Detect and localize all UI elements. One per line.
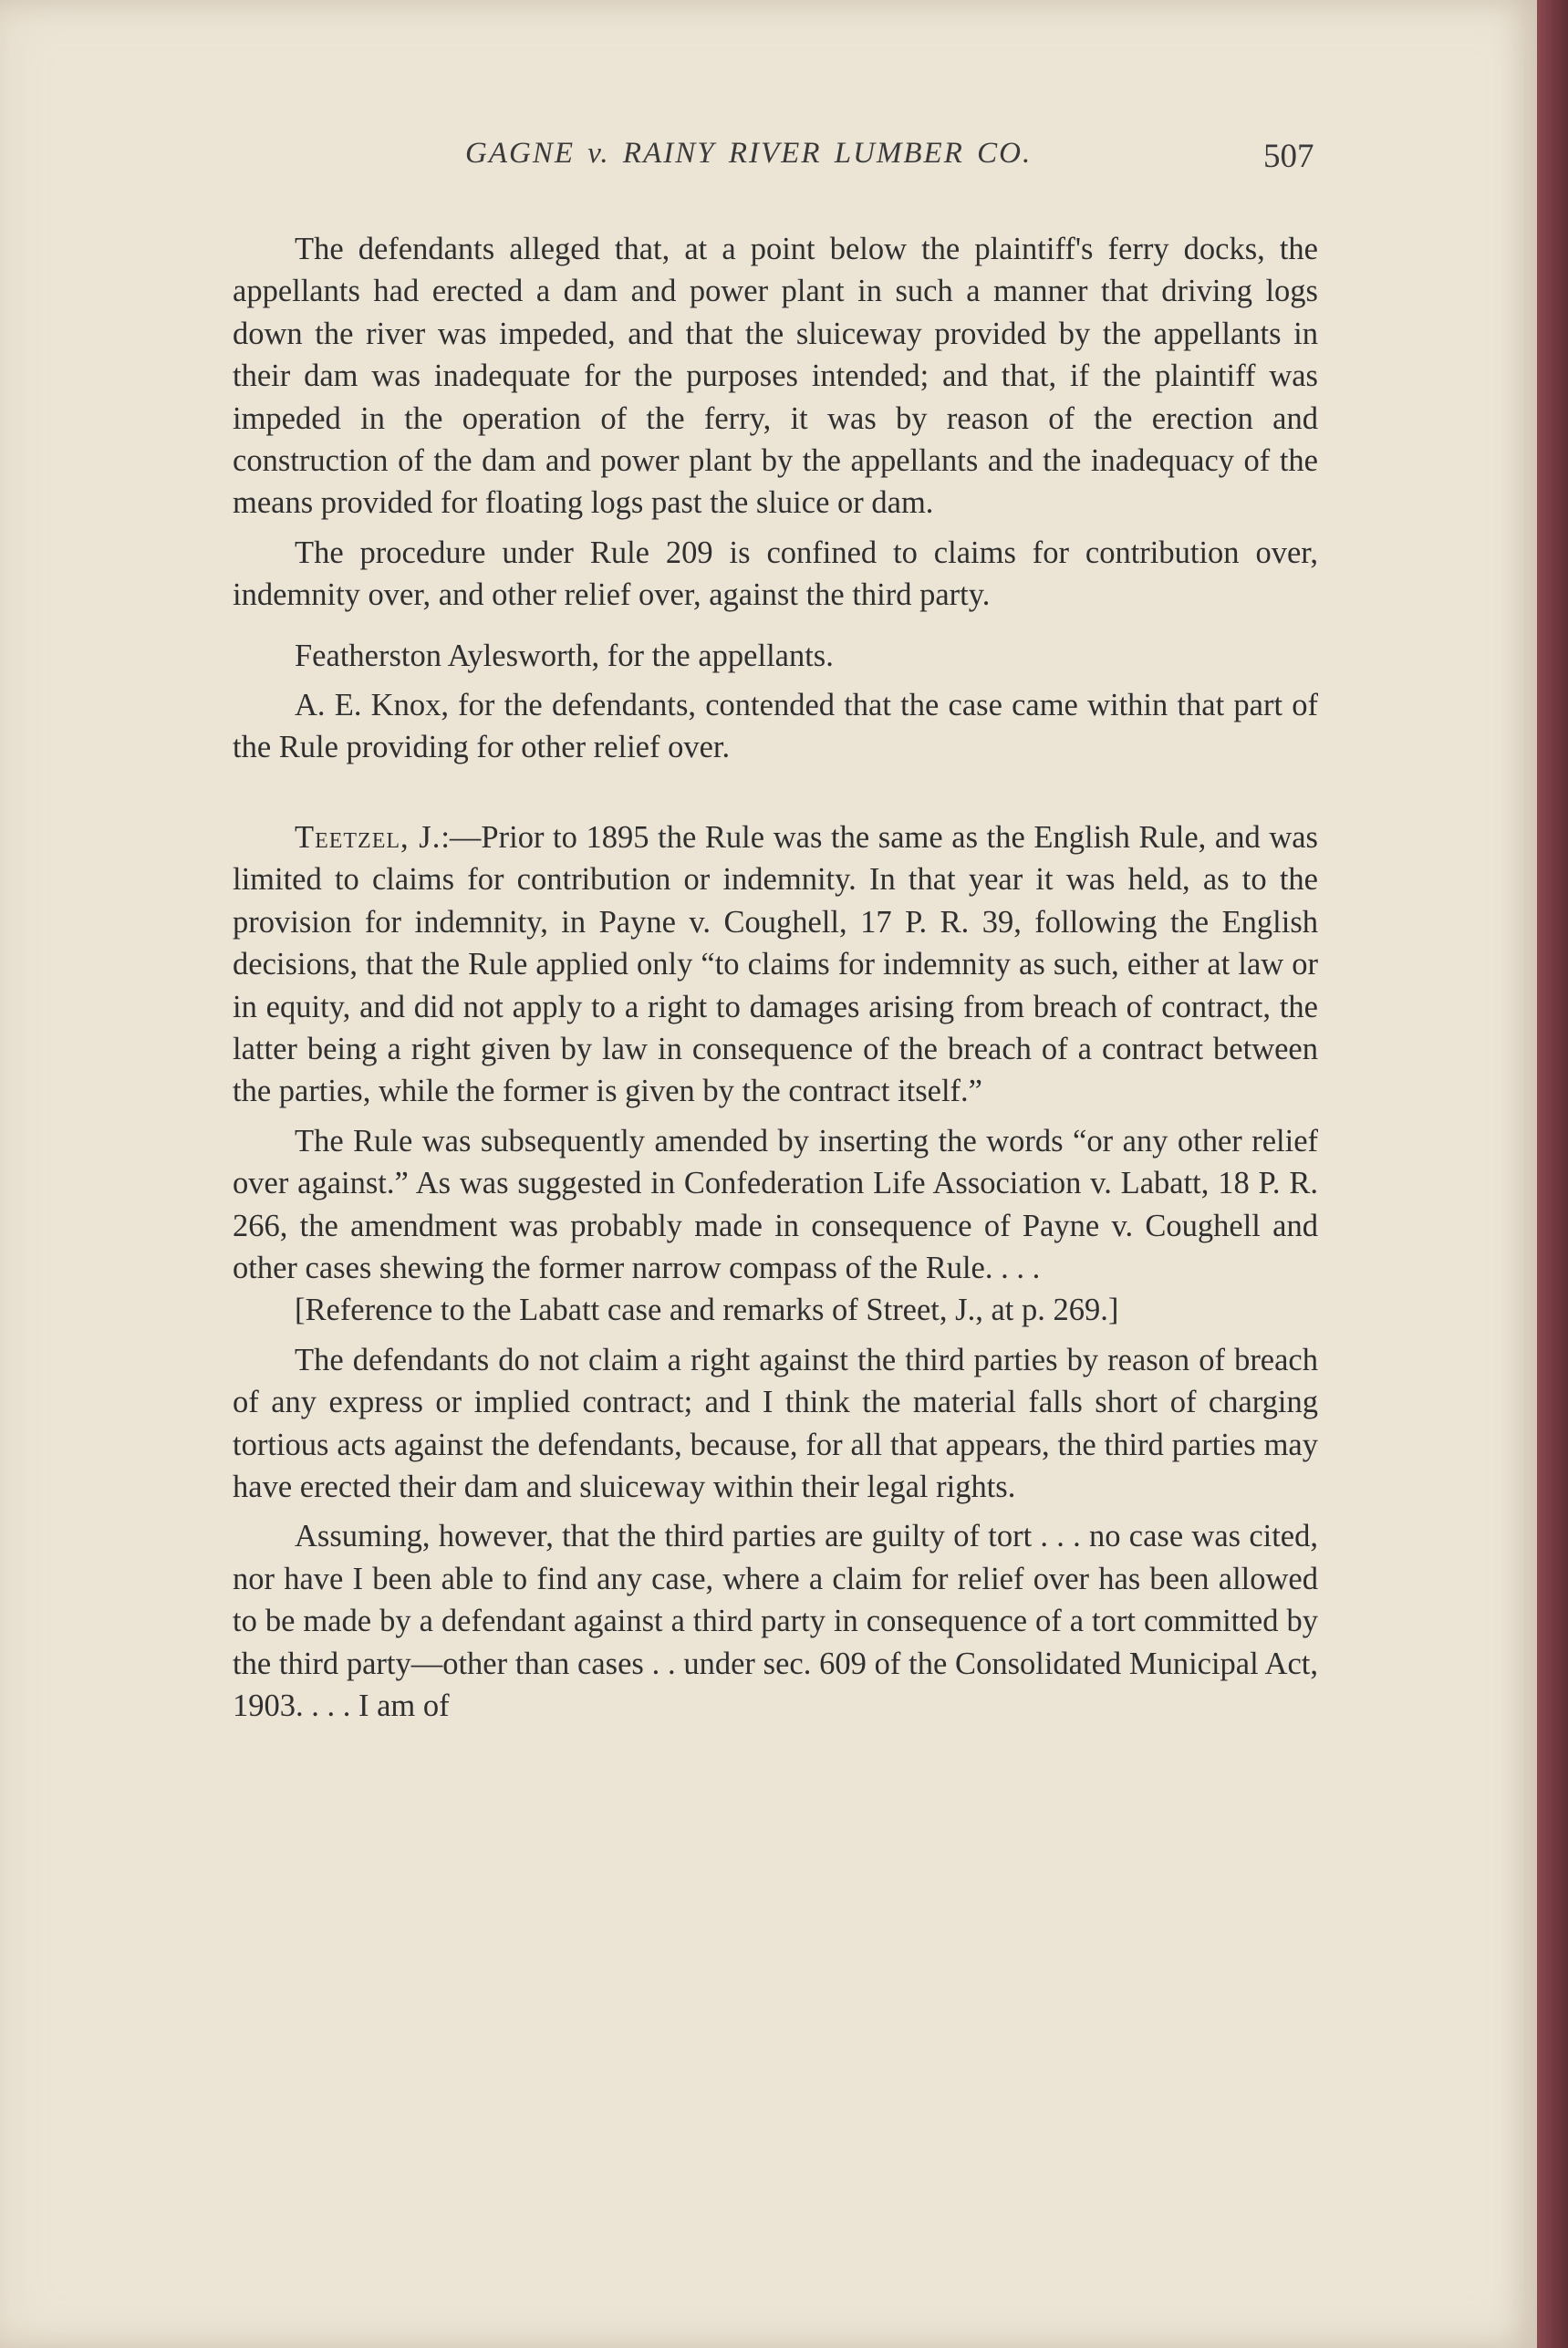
paragraph-no-contract-claim: The defendants do not claim a right against the third parties by reason of breach of any express or implied contract; and I think the material falls short of charging tortious acts against the defendants, because, for all that appears, the third parties may have erected their dam and sluiceway within their legal rights. (233, 1342, 1318, 1504)
paragraph-tort-assumption: Assuming, however, that the third parties are guilty of tort . . . no case was cited, nor have I been able to find any case, where a claim for relief over has been allowed to be made by a defendant against a third party in consequence of a tort committed by the third party—other than cases . . under sec. 609 of the Consolidated Municipal Act, 1903. . . . I am of (233, 1519, 1318, 1723)
judge-name: Teetzel, J. (295, 819, 441, 855)
paragraph-labatt-reference: [Reference to the Labatt case and remarks of Street, J., at p. 269.] (295, 1293, 1119, 1328)
paragraph-judgment-opening (233, 816, 1318, 1113)
running-head: GAGNE v. RAINY RIVER LUMBER CO. (465, 137, 1033, 170)
paragraph-rule-amendment: The Rule was subsequently amended by inserting the words “or any other relief over against.” As was suggested in Confederation Life Association v. Labatt, 18 P. R. 266, the amendment was probably made in consequence of Payne v. Coughell and other cases shewing the former narrow compass of the Rule. . . . (233, 1123, 1318, 1285)
body-text (233, 228, 1318, 1727)
page-number: 507 (1263, 138, 1314, 175)
judgment-opening-text: :—Prior to 1895 the Rule was the same as the English Rule, and was limited to claims for contribution or indemnity. In that year it was held, as to the provision for indemnity, in Payne v. Coughell, 17 P. R. 39, following the English decisions, that the Rule applied only “to claims for indemnity as such, either at law or in equity, and did not apply to a right to damages arising from breach of contract, the latter being a right given by law in consequence of the breach of a contract between the parties, while the former is given by the contract itself.” (233, 819, 1318, 1109)
book-binding-edge (1537, 0, 1568, 2348)
paragraph-counsel-defendants: A. E. Knox, for the defendants, contended that the case came within that part of the Rule providing for other relief over. (233, 688, 1318, 765)
paragraph-rule-209: The procedure under Rule 209 is confined to claims for contribution over, indemnity over, and other relief over, against the third party. (233, 535, 1318, 613)
paragraph-counsel-appellants: Featherston Aylesworth, for the appellants. (295, 638, 834, 673)
paragraph-defendants-allegation: The defendants alleged that, at a point below the plaintiff's ferry docks, the appellants had erected a dam and power plant in such a manner that driving logs down the river was impeded, and that the sluiceway provided by the appellants in their dam was inadequate for the purposes intended; and that, if the plaintiff was impeded in the operation of the ferry, it was by reason of the erection and construction of the dam and power plant by the appellants and the inadequacy of the means provided for floating logs past the sluice or dam. (233, 232, 1318, 521)
